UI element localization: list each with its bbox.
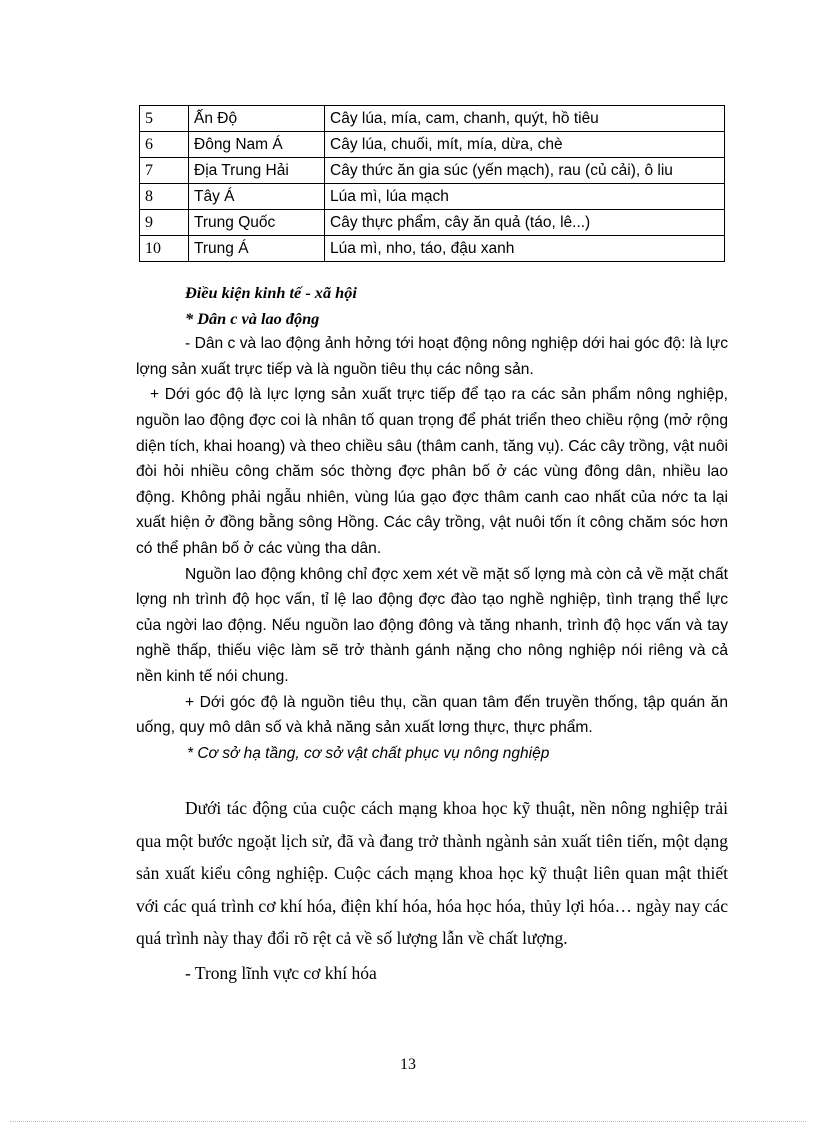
- region-cell: Trung Quốc: [189, 210, 325, 236]
- table-row: [140, 236, 725, 262]
- paragraph: + Dới góc độ là lực lợng sản xuất trực tiếp để tạo ra các sản phẩm nông nghiệp, nguồn lao động đợc coi là nhân tố quan trọng để phát triển theo chiều rộng (mở rộng diện tích, khai hoang) và theo chiều sâu (thâm canh, tăng vụ). Các cây trồng, vật nuôi đòi hỏi nhiều công chăm sóc thờng đợc phân bố ở các vùng đông dân, nhiều lao động. Không phải ngẫu nhiên, vùng lúa gạo đợc thâm canh cao nhất của nớc ta lại xuất hiện ở đồng bằng sông Hồng. Các cây trồng, vật nuôi tốn ít công chăm sóc hơn có thể phân bố ở các vùng tha dân.: [136, 386, 728, 557]
- paragraph: Nguồn lao động không chỉ đợc xem xét về mặt số lợng mà còn cả về mặt chất lợng nh trình độ học vấn, tỉ lệ lao động đợc đào tạo nghề nghiệp, tình trạng thể lực của ngời lao động. Nếu nguồn lao động đông và tăng nhanh, trình độ học vấn và tay nghề thấp, thiếu việc làm sẽ trở thành gánh nặng cho nông nghiệp nói riêng và cả nền kinh tế nói chung.: [136, 565, 728, 685]
- row-number: 9: [140, 210, 189, 236]
- crops-cell: Lúa mì, lúa mạch: [325, 184, 725, 210]
- text-block: [136, 280, 728, 766]
- text-block-2: [136, 792, 728, 989]
- row-number: 10: [140, 236, 189, 262]
- region-cell: Tây Á: [189, 184, 325, 210]
- crops-cell: Cây thực phẩm, cây ăn quả (táo, lê...): [325, 210, 725, 236]
- table-row: [140, 132, 725, 158]
- crops-cell: Lúa mì, nho, táo, đậu xanh: [325, 236, 725, 262]
- page-number: 13: [400, 1056, 416, 1073]
- paragraph: - Dân c và lao động ảnh hởng tới hoạt động nông nghiệp dới hai góc độ: là lực lợng sản xuất trực tiếp và là nguồn tiêu thụ các nông sản.: [136, 335, 728, 378]
- paragraph: + Dới góc độ là nguồn tiêu thụ, cần quan tâm đến truyền thống, tập quán ăn uống, quy mô dân số và khả năng sản xuất lơng thực, thực phẩm.: [136, 693, 728, 737]
- row-number: 6: [140, 132, 189, 158]
- section-subheading: * Dân c và lao động: [185, 308, 320, 328]
- paragraph: Dưới tác động của cuộc cách mạng khoa học kỹ thuật, nền nông nghiệp trải qua một bước ngoặt lịch sử, đã và đang trở thành ngành sản xuất tiên tiến, một dạng sản xuất kiểu công nghiệp. Cuộc cách mạng khoa học kỹ thuật liên quan mật thiết với các quá trình cơ khí hóa, điện khí hóa, hóa học hóa, thủy lợi hóa… ngày nay các quá trình này thay đổi rõ rệt cả về số lượng lẫn về chất lượng.: [136, 798, 728, 948]
- table-row: [140, 210, 725, 236]
- region-cell: Đông Nam Á: [189, 132, 325, 158]
- crops-cell: Cây thức ăn gia súc (yến mạch), rau (củ cải), ô liu: [325, 158, 725, 184]
- region-cell: Ấn Độ: [189, 106, 325, 132]
- row-number: 7: [140, 158, 189, 184]
- row-number: 8: [140, 184, 189, 210]
- paragraph: - Trong lĩnh vực cơ khí hóa: [185, 962, 377, 983]
- table-row: [140, 158, 725, 184]
- table-body: [140, 106, 725, 262]
- row-number: 5: [140, 106, 189, 132]
- region-cell: Trung Á: [189, 236, 325, 262]
- crop-origin-table: [139, 105, 725, 262]
- table-row: [140, 184, 725, 210]
- section-heading: Điều kiện kinh tế - xã hội: [185, 283, 357, 302]
- section-subheading-2: * Cơ sở hạ tầng, cơ sở vật chất phục vụ nông nghiệp: [187, 744, 550, 762]
- region-cell: Địa Trung Hải: [189, 158, 325, 184]
- crops-cell: Cây lúa, chuối, mít, mía, dừa, chè: [325, 132, 725, 158]
- page-divider: [10, 1121, 806, 1122]
- table-row: [140, 106, 725, 132]
- crops-cell: Cây lúa, mía, cam, chanh, quýt, hồ tiêu: [325, 106, 725, 132]
